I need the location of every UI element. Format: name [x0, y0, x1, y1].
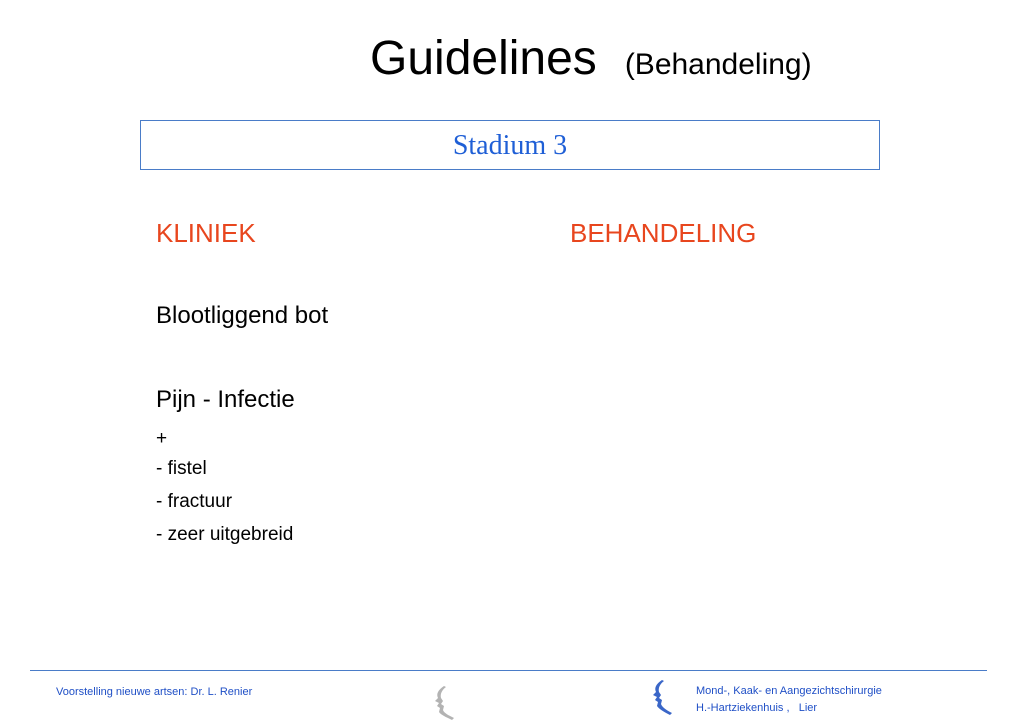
title-subtitle: (Behandeling) [624, 48, 812, 81]
plus-sign: + [156, 428, 168, 449]
list-item: - fistel [156, 458, 207, 479]
list-item: - fractuur [156, 491, 233, 512]
footer-institution [696, 683, 882, 717]
clinical-item-exposed-bone: Blootliggend bot [156, 302, 329, 329]
list-item: - zeer uitgebreid [156, 524, 294, 545]
footer-hospital: H.-Hartziekenhuis , Lier [696, 702, 818, 714]
heading-behandeling: BEHANDELING [570, 218, 757, 248]
footer-presenter: Voorstelling nieuwe artsen: Dr. L. Renier [56, 686, 253, 698]
face-profile-icon [650, 678, 676, 718]
face-profile-icon [432, 684, 458, 722]
footer-divider [30, 670, 987, 671]
clinical-sub-list [156, 426, 293, 551]
slide-title [370, 30, 812, 88]
clinical-item-pain-infection: Pijn - Infectie [156, 386, 295, 413]
footer-department: Mond-, Kaak- en Aangezichtschirurgie [696, 685, 882, 697]
title-main: Guidelines [370, 32, 597, 85]
stage-box [140, 120, 880, 170]
heading-kliniek: KLINIEK [156, 218, 256, 248]
stage-label: Stadium 3 [452, 130, 568, 161]
